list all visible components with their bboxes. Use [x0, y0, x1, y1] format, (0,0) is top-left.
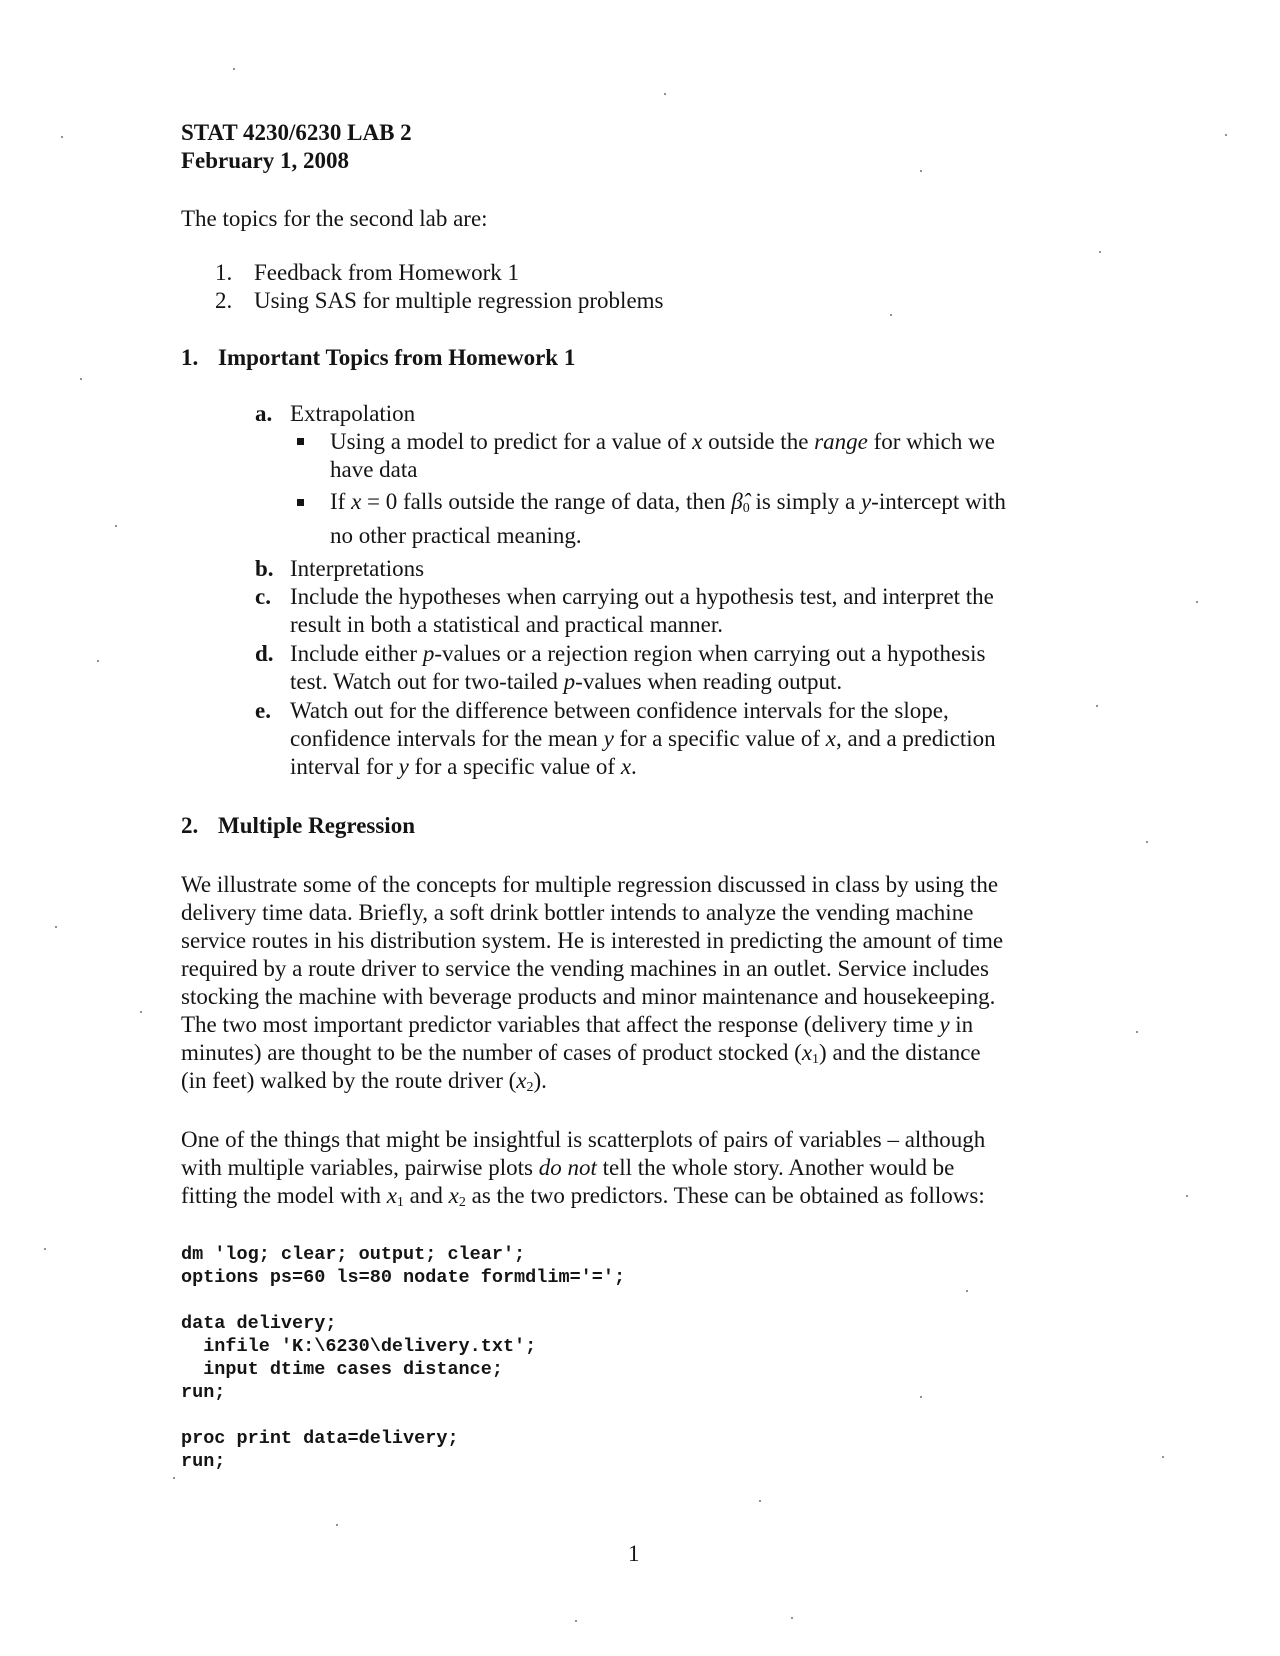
scan-speck — [575, 1620, 577, 1622]
topic-number: 2. — [215, 288, 233, 313]
scan-speck — [173, 1477, 175, 1479]
scan-speck — [55, 926, 57, 928]
code-line: run; — [181, 1451, 226, 1472]
list-letter: d. — [255, 641, 274, 666]
list-item-text: Include either p-values or a rejection region when carrying out a hypothesis — [290, 641, 986, 666]
paragraph-line: (in feet) walked by the route driver $(x_2)$. — [181, 1068, 547, 1095]
doc-date: February 1, 2008 — [181, 148, 350, 173]
section-number: 1. — [181, 345, 199, 370]
scan-speck — [1196, 601, 1198, 603]
scan-speck — [1136, 1031, 1138, 1033]
code-line: proc print data=delivery; — [181, 1428, 459, 1449]
paragraph-line: One of the things that might be insightful is scatterplots of pairs of variables – although — [181, 1127, 986, 1152]
scan-speck — [664, 93, 666, 95]
topic-item: Using SAS for multiple regression problems — [254, 288, 664, 313]
scan-speck — [759, 1500, 761, 1502]
paragraph-line: with multiple variables, pairwise plots do not tell the whole story. Another would be — [181, 1155, 955, 1180]
code-line: dm 'log; clear; output; clear'; — [181, 1244, 526, 1265]
scan-speck — [140, 1011, 142, 1013]
section-number: 2. — [181, 813, 199, 838]
scan-speck — [966, 1290, 968, 1292]
scan-speck — [1162, 1456, 1164, 1458]
scan-speck — [115, 525, 117, 527]
list-letter: b. — [255, 556, 274, 581]
code-line: data delivery; — [181, 1313, 337, 1334]
scan-speck — [920, 1396, 922, 1398]
paragraph-line: stocking the machine with beverage products and minor maintenance and housekeeping. — [181, 984, 996, 1009]
list-item-text: confidence intervals for the mean y for a specific value of x, and a prediction — [290, 726, 996, 751]
intro-text: The topics for the second lab are: — [181, 206, 488, 231]
list-item-text: Watch out for the difference between confidence intervals for the slope, — [290, 698, 949, 723]
page-number: 1 — [628, 1541, 640, 1566]
topic-item: Feedback from Homework 1 — [254, 260, 520, 285]
scan-speck — [44, 1248, 46, 1250]
scan-speck — [80, 378, 82, 380]
paragraph-line: The two most important predictor variables that affect the response (delivery time y in — [181, 1012, 974, 1037]
topic-number: 1. — [215, 260, 233, 285]
bullet-text-continued: no other practical meaning. — [330, 523, 582, 548]
paragraph-line: service routes in his distribution system. He is interested in predicting the amount of time — [181, 928, 1004, 953]
bullet-text-continued: have data — [330, 457, 418, 482]
scan-speck — [1146, 841, 1148, 843]
scan-speck — [233, 68, 235, 70]
scan-speck — [1099, 251, 1101, 253]
scan-speck — [97, 660, 99, 662]
scan-speck — [1225, 134, 1227, 136]
paragraph-line: We illustrate some of the concepts for multiple regression discussed in class by using the — [181, 872, 999, 897]
paragraph-line: delivery time data. Briefly, a soft drink bottler intends to analyze the vending machine — [181, 900, 974, 925]
scan-speck — [920, 170, 922, 172]
scan-speck — [61, 136, 63, 138]
paragraph-line: fitting the model with $x_1$ and $x_2$ as the two predictors. These can be obtained as follows: — [181, 1183, 985, 1210]
scan-speck — [1096, 705, 1098, 707]
scan-speck — [791, 1617, 793, 1619]
code-line: options ps=60 ls=80 nodate formdlim='='; — [181, 1267, 626, 1288]
list-item-text: test. Watch out for two-tailed p-values when reading output. — [290, 669, 843, 694]
list-item-label: Extrapolation — [290, 401, 416, 426]
section-heading: Multiple Regression — [218, 813, 415, 838]
scan-speck — [890, 314, 892, 316]
list-letter: e. — [255, 698, 271, 723]
list-letter: a. — [255, 401, 273, 426]
code-line: run; — [181, 1382, 226, 1403]
list-item-text: interval for y for a specific value of x. — [290, 754, 637, 779]
section-heading: Important Topics from Homework 1 — [218, 345, 576, 370]
list-item-text: result in both a statistical and practical manner. — [290, 612, 724, 637]
paragraph-line: required by a route driver to service the vending machines in an outlet. Service includes — [181, 956, 989, 981]
code-line: input dtime cases distance; — [181, 1359, 503, 1380]
list-letter: c. — [255, 584, 271, 609]
bullet-text: Using a model to predict for a value of x outside the range for which we — [330, 429, 995, 454]
code-line: infile 'K:\6230\delivery.txt'; — [181, 1336, 537, 1357]
list-item-label: Interpretations — [290, 556, 425, 581]
bullet-icon — [297, 438, 304, 445]
scan-speck — [336, 1524, 338, 1526]
bullet-icon — [297, 499, 304, 506]
bullet-text: If x = 0 falls outside the range of data, then $\betâ_0$ is simply a y-intercept with — [330, 489, 1006, 516]
scan-speck — [1186, 1195, 1188, 1197]
doc-title: STAT 4230/6230 LAB 2 — [181, 120, 412, 145]
paragraph-line: minutes) are thought to be the number of cases of product stocked $(x_1)$ and the distance — [181, 1040, 981, 1067]
list-item-text: Include the hypotheses when carrying out a hypothesis test, and interpret the — [290, 584, 994, 609]
